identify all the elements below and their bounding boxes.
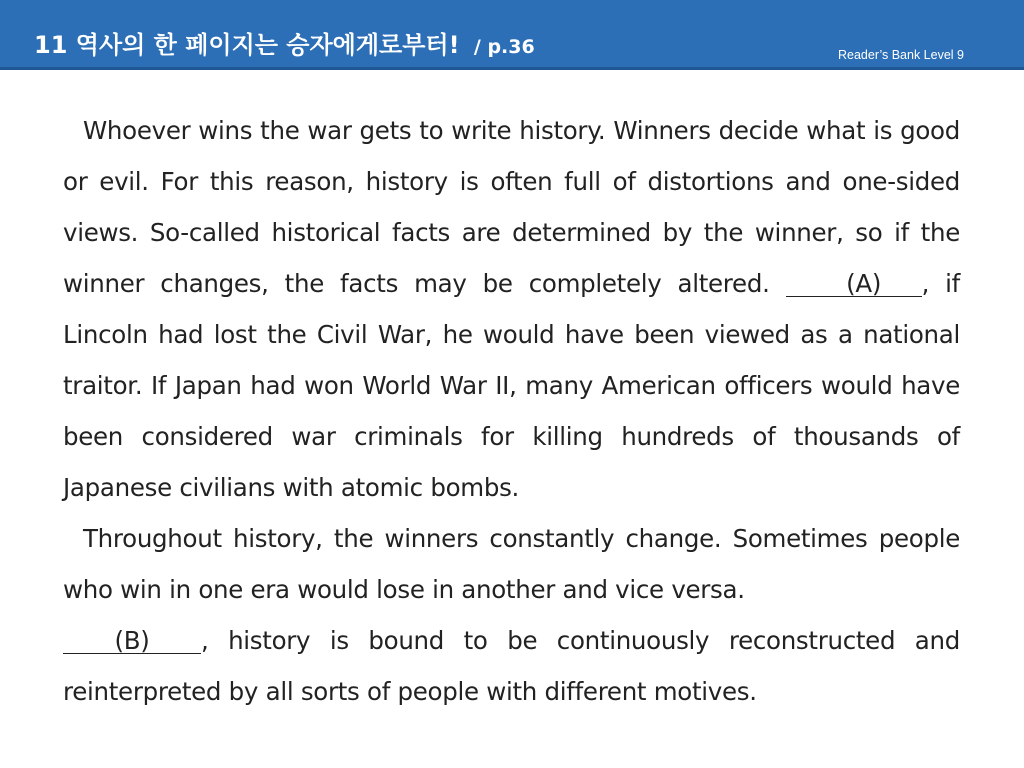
paragraph-1-text-a: Whoever wins the war gets to write history. Winners decide what is good or evil. For this reason, history is often full of distortions and one-sided views. So-called historical facts are determined by the winner, so if the winner changes, the facts may be completely altered. [63, 116, 960, 298]
paragraph-3 [63, 615, 960, 717]
page-reference: / p.36 [473, 36, 535, 58]
blank-a: (A) [786, 272, 922, 297]
reading-passage [63, 105, 960, 717]
paragraph-1 [63, 105, 960, 513]
paragraph-2-text: Throughout history, the winners constantly change. Sometimes people who win in one era would lose in another and vice versa. [63, 524, 960, 604]
paragraph-3-text: , history is bound to be continuously reconstructed and reinterpreted by all sorts of people with different motives. [63, 626, 960, 706]
lesson-title [34, 30, 535, 62]
header-bar [0, 0, 1024, 70]
paragraph-2 [63, 513, 960, 615]
lesson-title-text: 11 역사의 한 페이지는 승자에게로부터! [34, 31, 460, 59]
book-brand: Reader’s Bank Level 9 [837, 48, 964, 62]
paragraph-1-text-b: , if Lincoln had lost the Civil War, he would have been viewed as a national traitor. If Japan had won World War II, many American officers would have been considered war criminals for killing hundreds of thousands of Japanese civilians with atomic bombs. [63, 269, 961, 502]
blank-b: (B) [63, 629, 201, 654]
